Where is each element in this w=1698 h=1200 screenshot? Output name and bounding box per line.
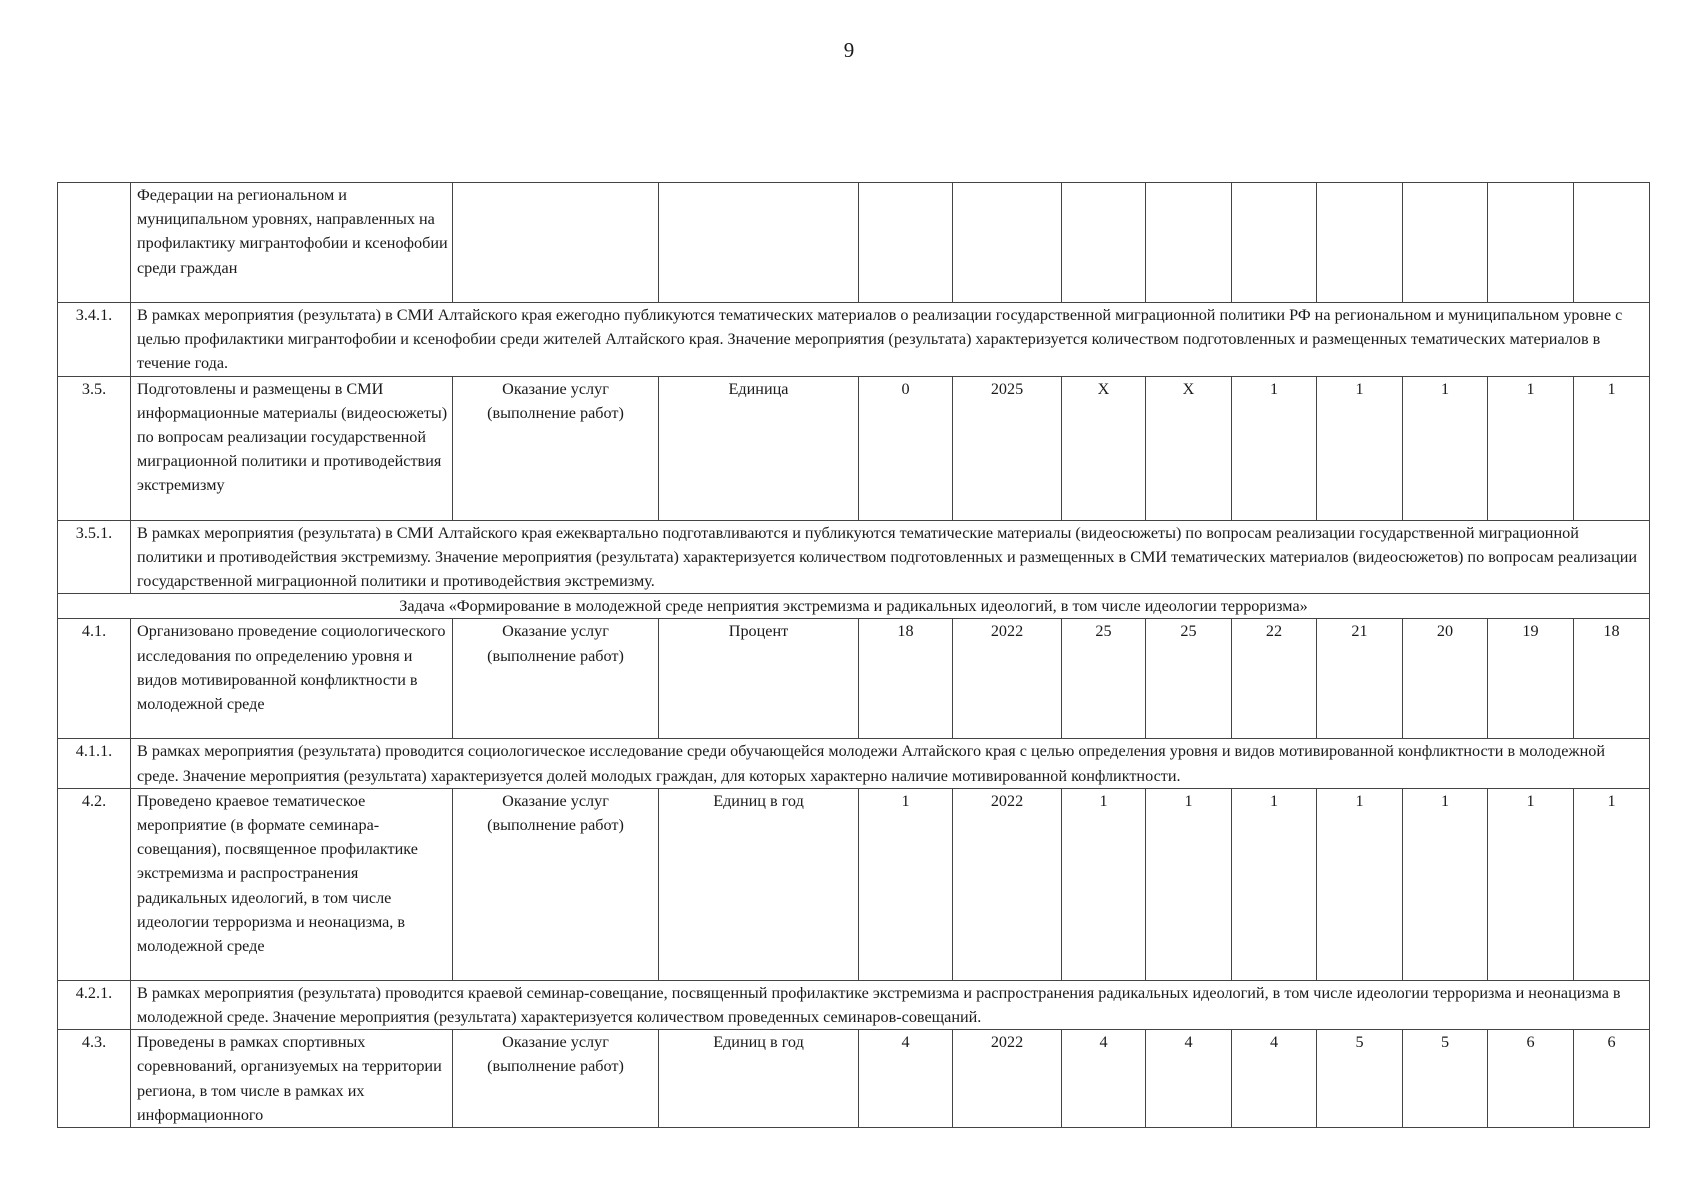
unit-of-measure [659, 183, 859, 303]
year-value-3: 1 [1232, 788, 1317, 980]
task-heading: Задача «Формирование в молодежной среде неприятия экстремизма и радикальных идеологий, в том числе идеологии терроризма» [58, 594, 1650, 619]
year-value-3: 1 [1232, 376, 1317, 520]
base-year: 2022 [953, 1030, 1062, 1128]
row-number [58, 183, 131, 303]
base-value: 1 [859, 788, 953, 980]
unit-of-measure: Единиц в год [659, 1030, 859, 1128]
year-value-1: 25 [1062, 619, 1146, 739]
table-row-description [58, 739, 1650, 788]
unit-of-measure: Единиц в год [659, 788, 859, 980]
base-value [859, 183, 953, 303]
row-number: 4.1.1. [58, 739, 131, 788]
row-number: 3.5.1. [58, 520, 131, 594]
year-value-4: 1 [1317, 788, 1403, 980]
result-name: Подготовлены и размещены в СМИ информационные материалы (видеосюжеты) по вопросам реализации государственной миграционной политики и противодействия экстремизму [131, 376, 453, 520]
base-year: 2022 [953, 619, 1062, 739]
year-value-2: 25 [1146, 619, 1232, 739]
row-number: 4.2.1. [58, 980, 131, 1029]
year-value-4: 5 [1317, 1030, 1403, 1128]
row-number: 4.3. [58, 1030, 131, 1128]
row-number: 3.4.1. [58, 303, 131, 377]
result-name: Проведены в рамках спортивных соревнований, организуемых на территории региона, в том числе в рамках их информационного [131, 1030, 453, 1128]
result-description: В рамках мероприятия (результата) в СМИ Алтайского края ежегодно публикуются тематических материалов о реализации государственной миграционной политики РФ на региональном и муниципальном уровне с целью профилактики мигрантофобии и ксенофобии среди жителей Алтайского края. Значение мероприятия (результата) характеризуется количеством подготовленных и размещенных тематических материалов в течение года. [131, 303, 1650, 377]
year-value-4: 1 [1317, 376, 1403, 520]
year-value-2: Х [1146, 376, 1232, 520]
base-value: 4 [859, 1030, 953, 1128]
result-type: Оказание услуг (выполнение работ) [453, 619, 659, 739]
base-year [953, 183, 1062, 303]
year-value-5 [1403, 183, 1488, 303]
table-row-item [58, 788, 1650, 980]
base-year: 2025 [953, 376, 1062, 520]
table-row-item [58, 619, 1650, 739]
year-value-7: 18 [1574, 619, 1650, 739]
year-value-3 [1232, 183, 1317, 303]
unit-of-measure: Единица [659, 376, 859, 520]
year-value-7: 6 [1574, 1030, 1650, 1128]
result-type [453, 183, 659, 303]
year-value-2: 4 [1146, 1030, 1232, 1128]
year-value-6: 19 [1488, 619, 1574, 739]
year-value-6: 1 [1488, 376, 1574, 520]
base-year: 2022 [953, 788, 1062, 980]
year-value-2: 1 [1146, 788, 1232, 980]
year-value-5: 5 [1403, 1030, 1488, 1128]
year-value-6 [1488, 183, 1574, 303]
year-value-7: 1 [1574, 788, 1650, 980]
table-row-description [58, 520, 1650, 594]
indicators-table [57, 182, 1650, 1128]
year-value-1: 4 [1062, 1030, 1146, 1128]
table-body [58, 183, 1650, 1128]
table-row-description [58, 980, 1650, 1029]
result-type: Оказание услуг (выполнение работ) [453, 1030, 659, 1128]
year-value-3: 22 [1232, 619, 1317, 739]
table-row-description [58, 303, 1650, 377]
year-value-3: 4 [1232, 1030, 1317, 1128]
table-row-item [58, 376, 1650, 520]
year-value-1 [1062, 183, 1146, 303]
year-value-6: 6 [1488, 1030, 1574, 1128]
result-type: Оказание услуг (выполнение работ) [453, 788, 659, 980]
result-type: Оказание услуг (выполнение работ) [453, 376, 659, 520]
year-value-1: Х [1062, 376, 1146, 520]
result-name: Организовано проведение социологического исследования по определению уровня и видов мотивированной конфликтности в молодежной среде [131, 619, 453, 739]
base-value: 18 [859, 619, 953, 739]
table-row-item [58, 183, 1650, 303]
year-value-2 [1146, 183, 1232, 303]
year-value-1: 1 [1062, 788, 1146, 980]
year-value-5: 1 [1403, 788, 1488, 980]
row-number: 4.2. [58, 788, 131, 980]
result-description: В рамках мероприятия (результата) проводится краевой семинар-совещание, посвященный профилактике экстремизма и распространения радикальных идеологий, в том числе идеологии терроризма и неонацизма в молодежной среде. Значение мероприятия (результата) характеризуется количеством проведенных семинаров-совещаний. [131, 980, 1650, 1029]
base-value: 0 [859, 376, 953, 520]
unit-of-measure: Процент [659, 619, 859, 739]
year-value-4 [1317, 183, 1403, 303]
year-value-5: 20 [1403, 619, 1488, 739]
year-value-4: 21 [1317, 619, 1403, 739]
row-number: 4.1. [58, 619, 131, 739]
result-name: Федерации на региональном и муниципальном уровнях, направленных на профилактику мигрантофобии и ксенофобии среди граждан [131, 183, 453, 303]
table-row-item [58, 1030, 1650, 1128]
year-value-5: 1 [1403, 376, 1488, 520]
result-name: Проведено краевое тематическое мероприятие (в формате семинара-совещания), посвященное профилактике экстремизма и распространения радикальных идеологий, в том числе идеологии терроризма и неонацизма, в молодежной среде [131, 788, 453, 980]
year-value-7 [1574, 183, 1650, 303]
page-number: 9 [843, 38, 855, 62]
result-description: В рамках мероприятия (результата) в СМИ Алтайского края ежеквартально подготавливаются и публикуются тематические материалы (видеосюжеты) по вопросам реализации государственной миграционной политики и противодействия экстремизму. Значение мероприятия (результата) характеризуется количеством подготовленных и размещенных в СМИ тематических материалов (видеосюжетов) по вопросам реализации государственной миграционной политики и противодействия экстремизму. [131, 520, 1650, 594]
table-row-task [58, 594, 1650, 619]
year-value-6: 1 [1488, 788, 1574, 980]
result-description: В рамках мероприятия (результата) проводится социологическое исследование среди обучающейся молодежи Алтайского края с целью определения уровня и видов мотивированной конфликтности в молодежной среде. Значение мероприятия (результата) характеризуется долей молодых граждан, для которых характерно наличие мотивированной конфликтности. [131, 739, 1650, 788]
year-value-7: 1 [1574, 376, 1650, 520]
row-number: 3.5. [58, 376, 131, 520]
